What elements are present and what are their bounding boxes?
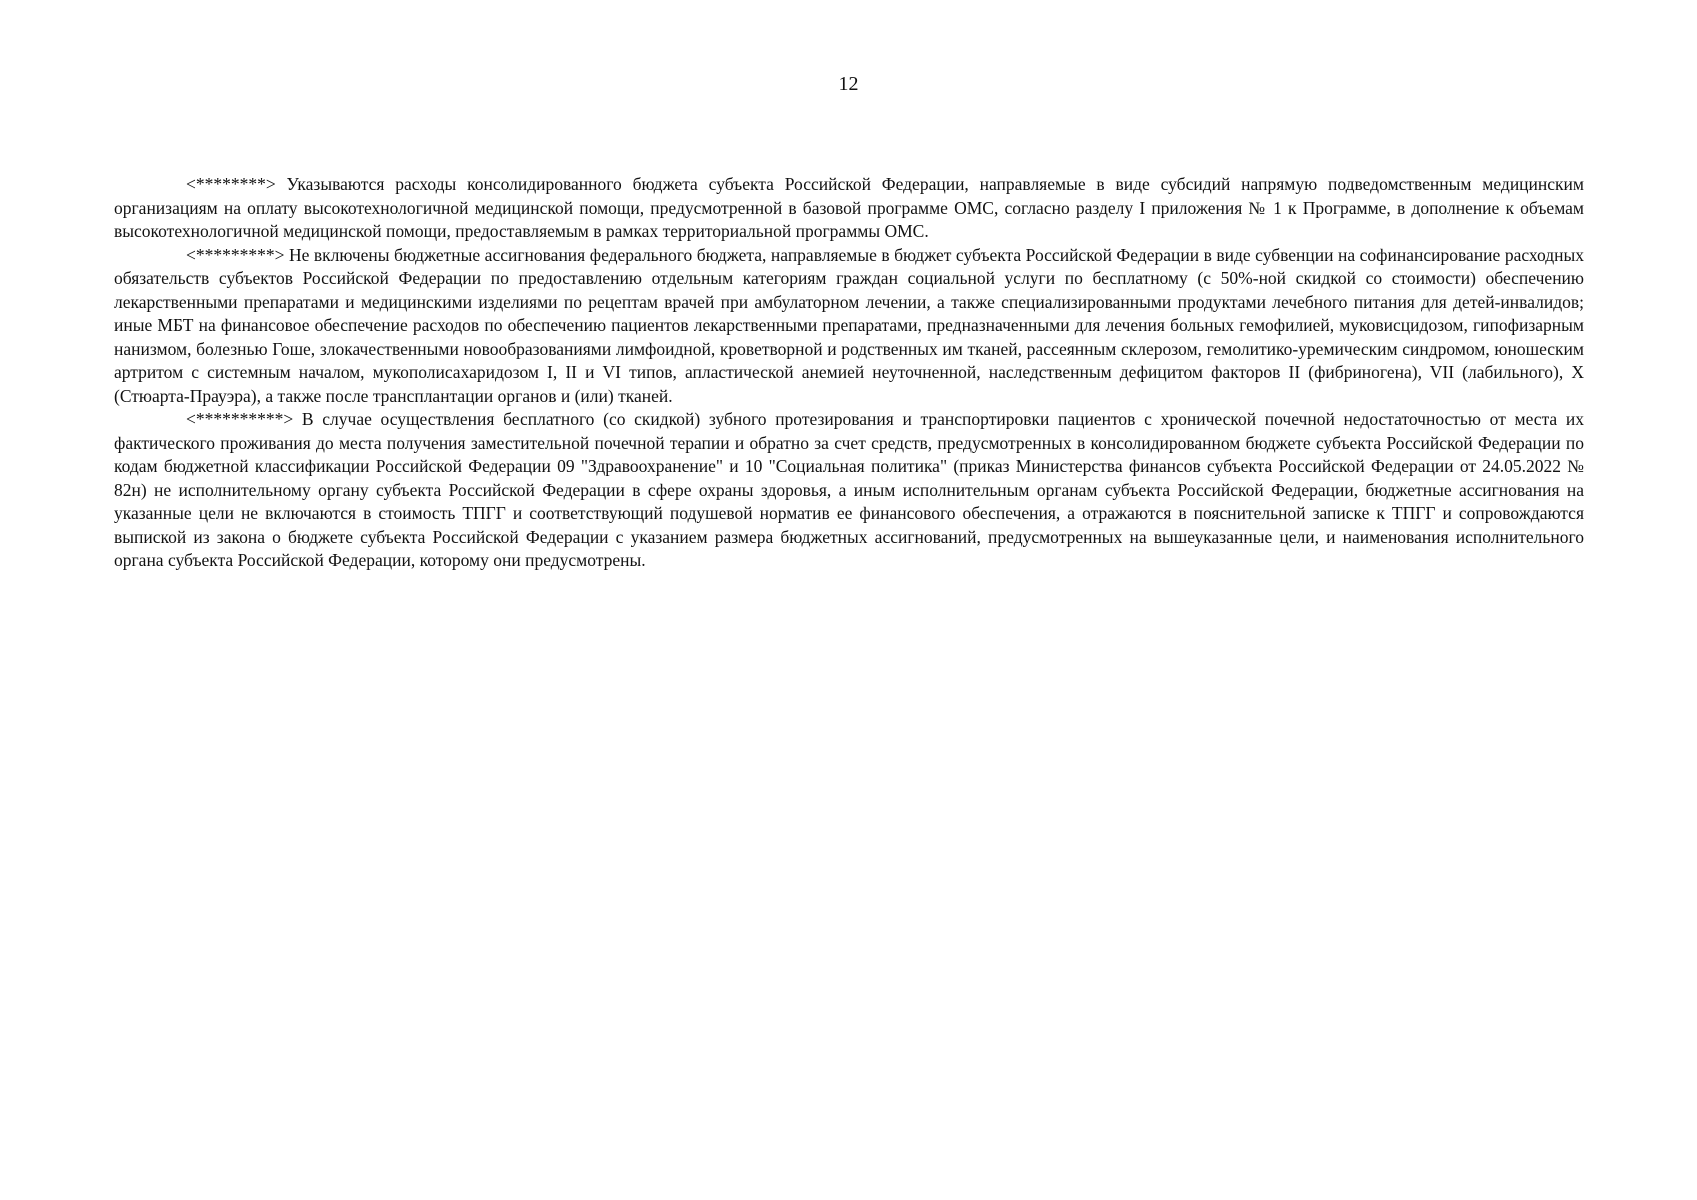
footnote-8-stars: <********> Указываются расходы консолидированного бюджета субъекта Российской Федерации, направляемые в виде субсидий напрямую подведомственным медицинским организациям на оплату высокотехнологичной медицинской помощи, предусмотренной в базовой программе ОМС, согласно разделу I приложения № 1 к Программе, в дополнение к объемам высокотехнологичной медицинской помощи, предоставляемым в рамках территориальной программы ОМС.: [114, 174, 1584, 241]
footnotes-section: [114, 173, 1584, 573]
footnote-9-stars: <*********> Не включены бюджетные ассигнования федерального бюджета, направляемые в бюджет субъекта Российской Федерации в виде субвенции на софинансирование расходных обязательств субъектов Российской Федерации по предоставлению отдельным категориям граждан социальной услуги по бесплатному (с 50%-ной скидкой со стоимости) обеспечению лекарственными препаратами и медицинскими изделиями по рецептам врачей при амбулаторном лечении, а также специализированными продуктами лечебного питания для детей-инвалидов; иные МБТ на финансовое обеспечение расходов по обеспечению пациентов лекарственными препаратами, предназначенными для лечения больных гемофилией, муковисцидозом, гипофизарным нанизмом, болезнью Гоше, злокачественными новообразованиями лимфоидной, кроветворной и родственных им тканей, рассеянным склерозом, гемолитико-уремическим синдромом, юношеским артритом с системным началом, мукополисахаридозом I, II и VI типов, апластической анемией неуточненной, наследственным дефицитом факторов II (фибриногена), VII (лабильного), X (Стюарта-Прауэра), а также после трансплантации органов и (или) тканей.: [114, 244, 1584, 406]
page-number: 12: [838, 73, 859, 95]
footnote-10-stars: <**********> В случае осуществления бесплатного (со скидкой) зубного протезирования и транспортировки пациентов с хронической почечной недостаточностью от места их фактического проживания до места получения заместительной почечной терапии и обратно за счет средств, предусмотренных в консолидированном бюджете субъекта Российской Федерации по кодам бюджетной классификации Российской Федерации 09 "Здравоохранение" и 10 "Социальная политика" (приказ Министерства финансов субъекта Российской Федерации от 24.05.2022 № 82н) не исполнительному органу субъекта Российской Федерации в сфере охраны здоровья, а иным исполнительным органам субъекта Российской Федерации, бюджетные ассигнования на указанные цели не включаются в стоимость ТПГГ и соответствующий подушевой норматив ее финансового обеспечения, а отражаются в пояснительной записке к ТПГГ и сопровождаются выпиской из закона о бюджете субъекта Российской Федерации с указанием размера бюджетных ассигнований, предусмотренных на вышеуказанные цели, и наименования исполнительного органа субъекта Российской Федерации, которому они предусмотрены.: [114, 409, 1584, 570]
